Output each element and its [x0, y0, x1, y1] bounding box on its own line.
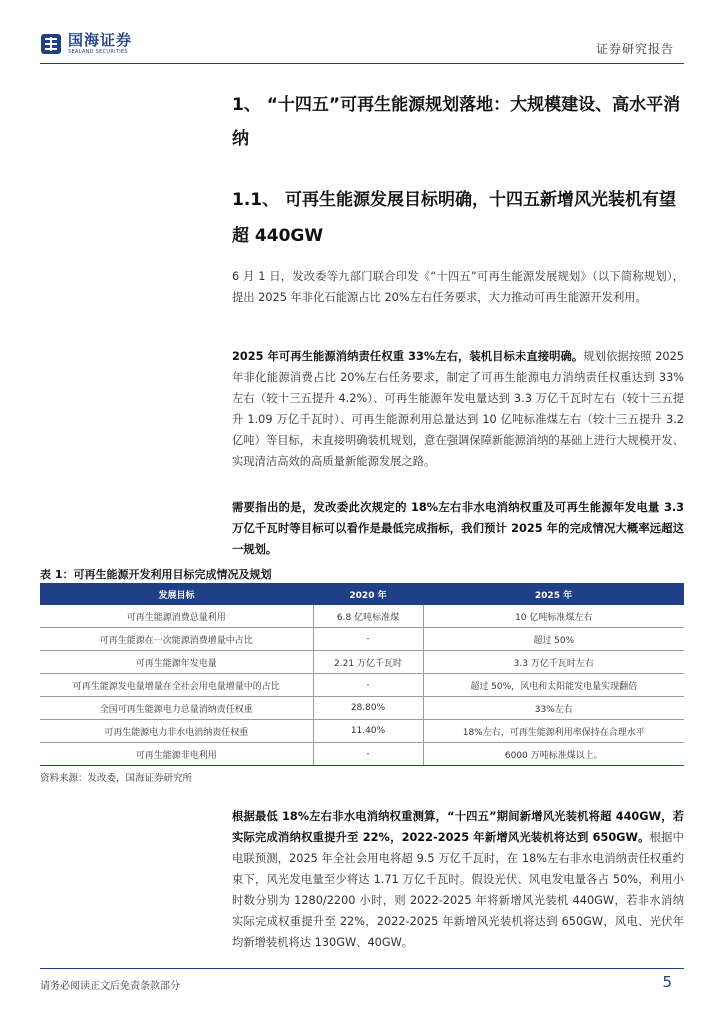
table-cell: -: [313, 743, 423, 766]
paragraph-4-body: 根据中电联预测，2025 年全社会用电将超 9.5 万亿千瓦时，在 18%左右非水电消纳责任权重约束下，风光发电量至少将达 1.71 万亿千瓦时。假设光伏、风电发电量各占 50%，利用小时数分别为 1280/2200 小时，则 2022-2025 年将新增风光装机 440GW，若非水消纳实际完成权重提升至 22%，2022-2025 年新增风光装机将达到 650GW，风电、光伏年均新增装机将达 130GW、40GW。: [232, 831, 684, 949]
table-row: [40, 697, 684, 720]
paragraph-4: [232, 806, 684, 953]
page-number: 5: [662, 973, 672, 991]
table-row: [40, 720, 684, 743]
table-cell: 11.40%: [313, 720, 423, 743]
table-title: 表 1：可再生能源开发利用目标完成情况及规划: [40, 568, 272, 581]
paragraph-2: [232, 346, 684, 472]
table-row: [40, 628, 684, 651]
table-row: [40, 743, 684, 766]
table-cell: 18%左右，可再生能源利用率保持在合理水平: [423, 720, 684, 743]
table-cell: 超过 50%: [423, 628, 684, 651]
table-header-cell: 2020 年: [313, 583, 423, 605]
section-1-heading: 1、 “十四五”可再生能源规划落地：大规模建设、高水平消纳: [232, 95, 681, 149]
disclaimer-text: 请务必阅读正文后免责条款部分: [40, 981, 180, 992]
table-cell: 3.3 万亿千瓦时左右: [423, 651, 684, 674]
company-logo: [40, 33, 132, 55]
paragraph-3: [232, 497, 684, 560]
logo-mark-icon: [40, 33, 62, 55]
paragraph-2-body: 规划依据按照 2025 年非化能源消费占比 20%左右任务要求，制定了可再生能源电力消纳责任权重达到 33%左右（较十三五提升 4.2%）、可再生能源年发电量达到 3.3 万亿千瓦时左右（较十三五提升 1.09 万亿千瓦时）、可再生能源利用总量达到 10 亿吨标准煤左右（较十三五提升 3.2 亿吨）等目标，未直接明确装机规划，意在强调保障新能源消纳的基础上进行大规模开发、实现清洁高效的高质量新能源发展之路。: [232, 350, 684, 468]
table-cell: 10 亿吨标准煤左右: [423, 605, 684, 628]
table-cell: 6000 万吨标准煤以上。: [423, 743, 684, 766]
table-cell: -: [313, 628, 423, 651]
report-type-label: 证券研究报告: [595, 42, 674, 56]
table-cell: -: [313, 674, 423, 697]
table-cell: 全国可再生能源电力总量消纳责任权重: [40, 697, 313, 720]
table-row: [40, 651, 684, 674]
paragraph-3-lead: 需要指出的是，发改委此次规定的 18%左右非水电消纳权重及可再生能源年发电量 3.3 万亿千瓦时等目标可以看作是最低完成指标，我们预计 2025 年的完成情况大概率远超这一规划。: [232, 501, 684, 556]
header-divider: [40, 63, 684, 64]
table-source: 资料来源：发改委，国海证券研究所: [40, 773, 193, 784]
table-row: [40, 605, 684, 628]
table-cell: 可再生能源年发电量: [40, 651, 313, 674]
table-cell: 可再生能源在一次能源消费增量中占比: [40, 628, 313, 651]
table-header-cell: 发展目标: [40, 583, 313, 605]
table-cell: 可再生能源非电利用: [40, 743, 313, 766]
section-1-1-heading: 1.1、 可再生能源发展目标明确，十四五新增风光装机有望超 440GW: [232, 190, 677, 246]
table-cell: 超过 50%，风电和太阳能发电量实现翻倍: [423, 674, 684, 697]
table-cell: 可再生能源消费总量利用: [40, 605, 313, 628]
table-cell: 33%左右: [423, 697, 684, 720]
table-cell: 2.21 万亿千瓦时: [313, 651, 423, 674]
paragraph-2-lead: 2025 年可再生能源消纳责任权重 33%左右，装机目标未直接明确。: [232, 350, 584, 363]
logo-name-cn: 国海证券: [68, 31, 133, 49]
table-header-row: [40, 583, 684, 605]
table-cell: 28.80%: [313, 697, 423, 720]
targets-table: [40, 583, 684, 766]
table-cell: 可再生能源电力非水电消纳责任权重: [40, 720, 313, 743]
paragraph-4-lead: 根据最低 18%左右非水电消纳权重测算，“十四五”期间新增风光装机将超 440GW，若实际完成消纳权重提升至 22%，2022-2025 年新增风光装机将达到 650GW。: [232, 810, 684, 844]
table-cell: 6.8 亿吨标准煤: [313, 605, 423, 628]
logo-name-en: SEALAND SECURITIES: [68, 49, 128, 55]
table-header-cell: 2025 年: [423, 583, 684, 605]
paragraph-1: 6 月 1 日，发改委等九部门联合印发《“十四五”可再生能源发展规划》（以下简称规划），提出 2025 年非化石能源占比 20%左右任务要求，大力推动可再生能源开发利用。: [232, 270, 684, 304]
table-row: [40, 674, 684, 697]
footer-divider: [40, 968, 684, 969]
table-cell: 可再生能源发电量增量在全社会用电量增量中的占比: [40, 674, 313, 697]
